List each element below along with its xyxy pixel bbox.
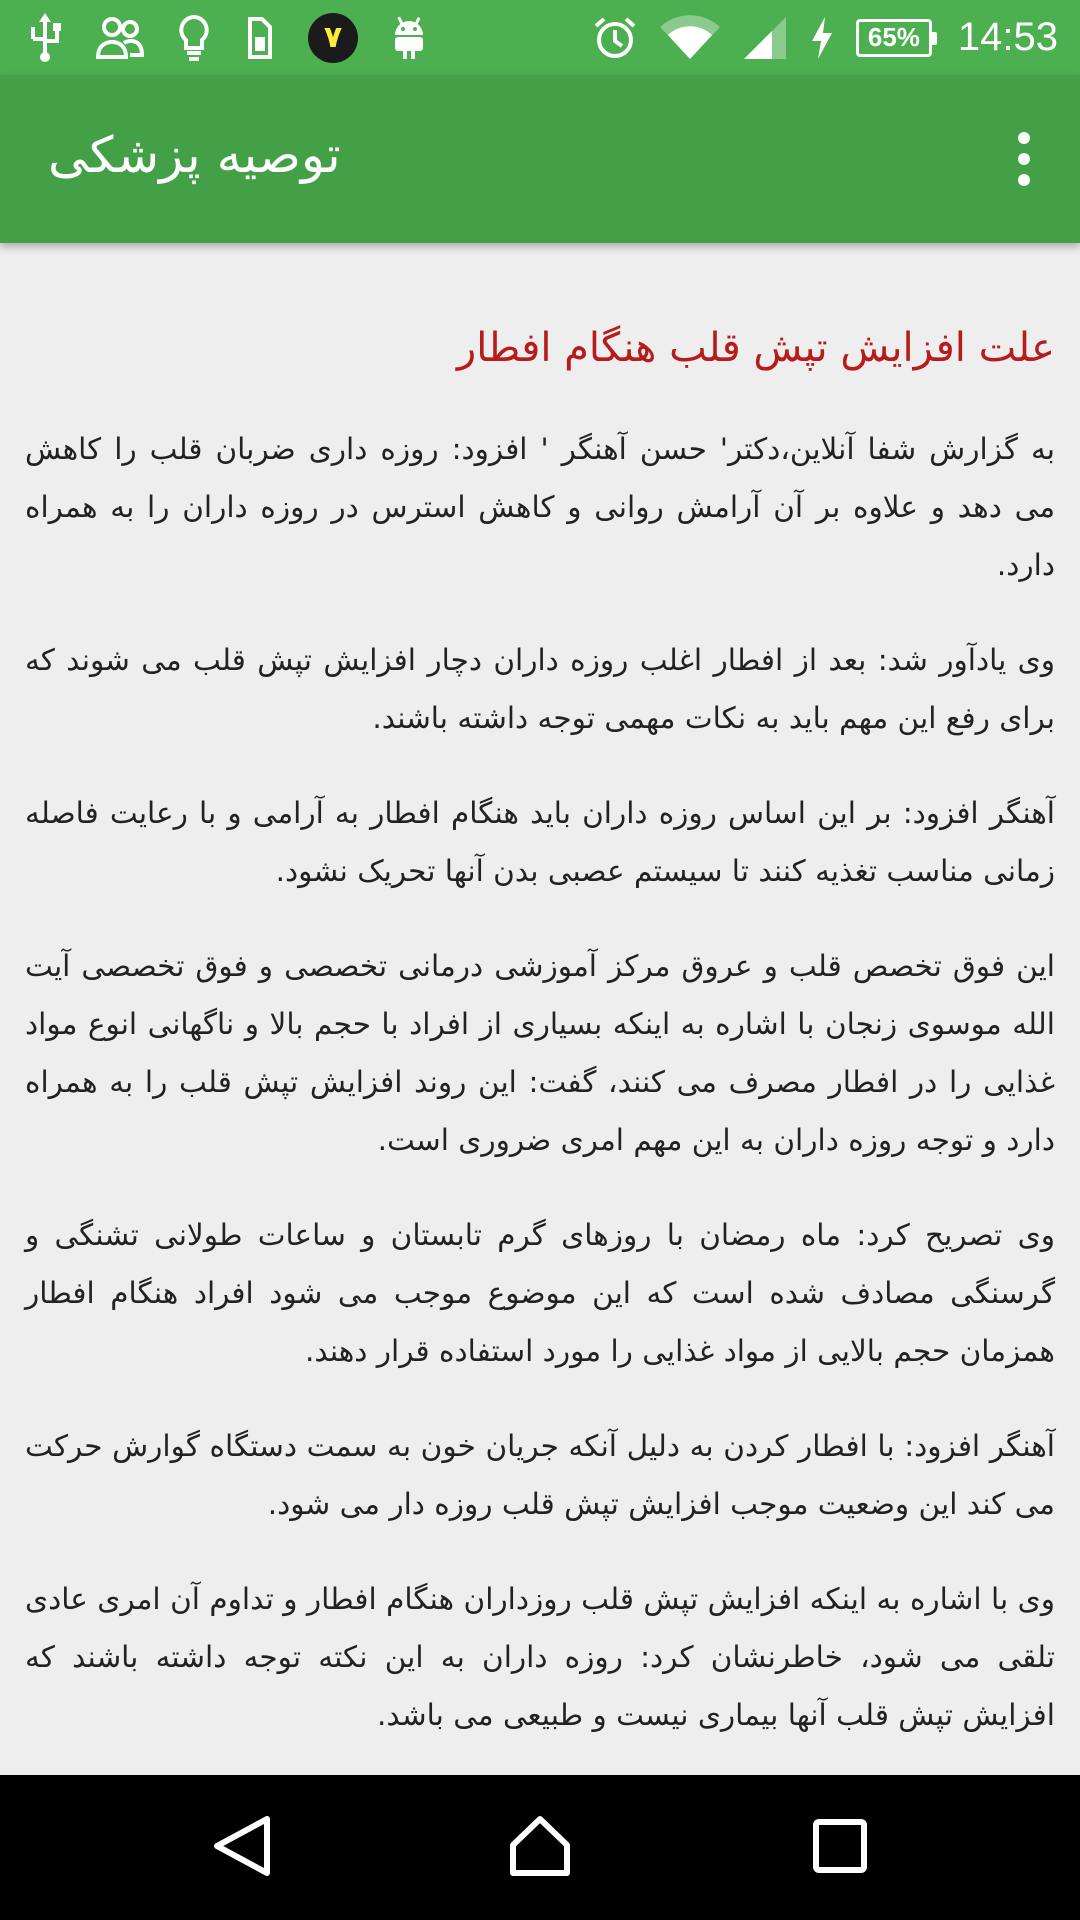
article-paragraph: این فوق تخصص قلب و عروق مرکز آموزشی درمانی تخصصی و فوق تخصصی آیت الله موسوی زنجان با اشاره به اینکه بسیاری از افراد با حجم بالا و ناگهانی انوع مواد غذایی را در افطار مصرف می کنند، گفت: این روند افزایش تپش قلب را به همراه دارد و توجه روزه داران به این مهم امری ضروری است. bbox=[25, 949, 1055, 1157]
people-icon bbox=[96, 15, 144, 61]
article-paragraph: وی با اشاره به اینکه افزایش تپش قلب روزداران هنگام افطار و تداوم آن امری عادی تلقی می شود، خاطرنشان کرد: روزه داران به این نکته توجه داشته باشند که افزایش تپش قلب آنها بیماری نیست و طبیعی می باشد. bbox=[25, 1582, 1055, 1732]
lightbulb-icon bbox=[178, 14, 210, 62]
clock: 14:53 bbox=[957, 15, 1058, 59]
back-icon bbox=[211, 1813, 273, 1883]
toolbar-title: توصیه پزشکی bbox=[48, 126, 341, 184]
android-icon bbox=[392, 15, 426, 61]
home-icon bbox=[507, 1813, 573, 1883]
article-paragraph: آهنگر افزود: بر این اساس روزه داران باید هنگام افطار به آرامی و با رعایت فاصله زمانی مناسب تغذیه کنند تا سیستم عصبی بدن آنها تحریک نشود. bbox=[25, 796, 1055, 888]
article-scroll-view[interactable] bbox=[0, 243, 1080, 1775]
article-title: علت افزایش تپش قلب هنگام افطار bbox=[456, 325, 1055, 371]
sim-card-icon bbox=[244, 15, 274, 61]
article-paragraph: به گزارش شفا آنلاین،دکتر' حسن آهنگر ' افزود: روزه داری ضربان قلب را کاهش می دهد و علاوه بر آن آرامش روانی و کاهش استرس در روزه داران را به همراه دارد. bbox=[25, 432, 1055, 582]
back-button[interactable] bbox=[172, 1775, 312, 1920]
alarm-icon bbox=[592, 15, 638, 61]
more-vert-icon bbox=[1018, 132, 1030, 186]
article-paragraph: وی یادآور شد: بعد از افطار اغلب روزه داران دچار افزایش تپش قلب می شوند که برای رفع این مهم باید به نکات مهمی توجه داشته باشند. bbox=[25, 643, 1055, 735]
notification-icons bbox=[28, 0, 426, 75]
status-bar bbox=[0, 0, 1080, 75]
system-icons bbox=[592, 0, 1058, 75]
wifi-icon bbox=[660, 15, 720, 61]
battery-level: 65% bbox=[867, 22, 920, 52]
battery-icon bbox=[856, 19, 932, 57]
badge-icon: ۷ bbox=[308, 13, 358, 63]
article bbox=[0, 243, 1080, 1744]
usb-icon bbox=[28, 13, 62, 63]
signal-icon bbox=[742, 15, 788, 61]
navigation-bar bbox=[0, 1775, 1080, 1920]
recents-icon bbox=[812, 1818, 868, 1878]
recents-button[interactable] bbox=[770, 1775, 910, 1920]
charging-icon bbox=[810, 17, 834, 59]
article-paragraph: آهنگر افزود: با افطار کردن به دلیل آنکه جریان خون به سمت دستگاه گوارش حرکت می کند این وضعیت موجب افزایش تپش قلب روزه دار می شود. bbox=[25, 1429, 1055, 1521]
more-options-button[interactable] bbox=[992, 119, 1056, 199]
home-button[interactable] bbox=[470, 1775, 610, 1920]
article-paragraph: وی تصریح کرد: ماه رمضان با روزهای گرم تابستان و ساعات طولانی تشنگی و گرسنگی مصادف شده است که این موضوع موجب می شود افراد هنگام افطار همزمان حجم بالایی از مواد غذایی را مورد استفاده قرار دهند. bbox=[25, 1218, 1055, 1368]
app-toolbar bbox=[0, 75, 1080, 243]
